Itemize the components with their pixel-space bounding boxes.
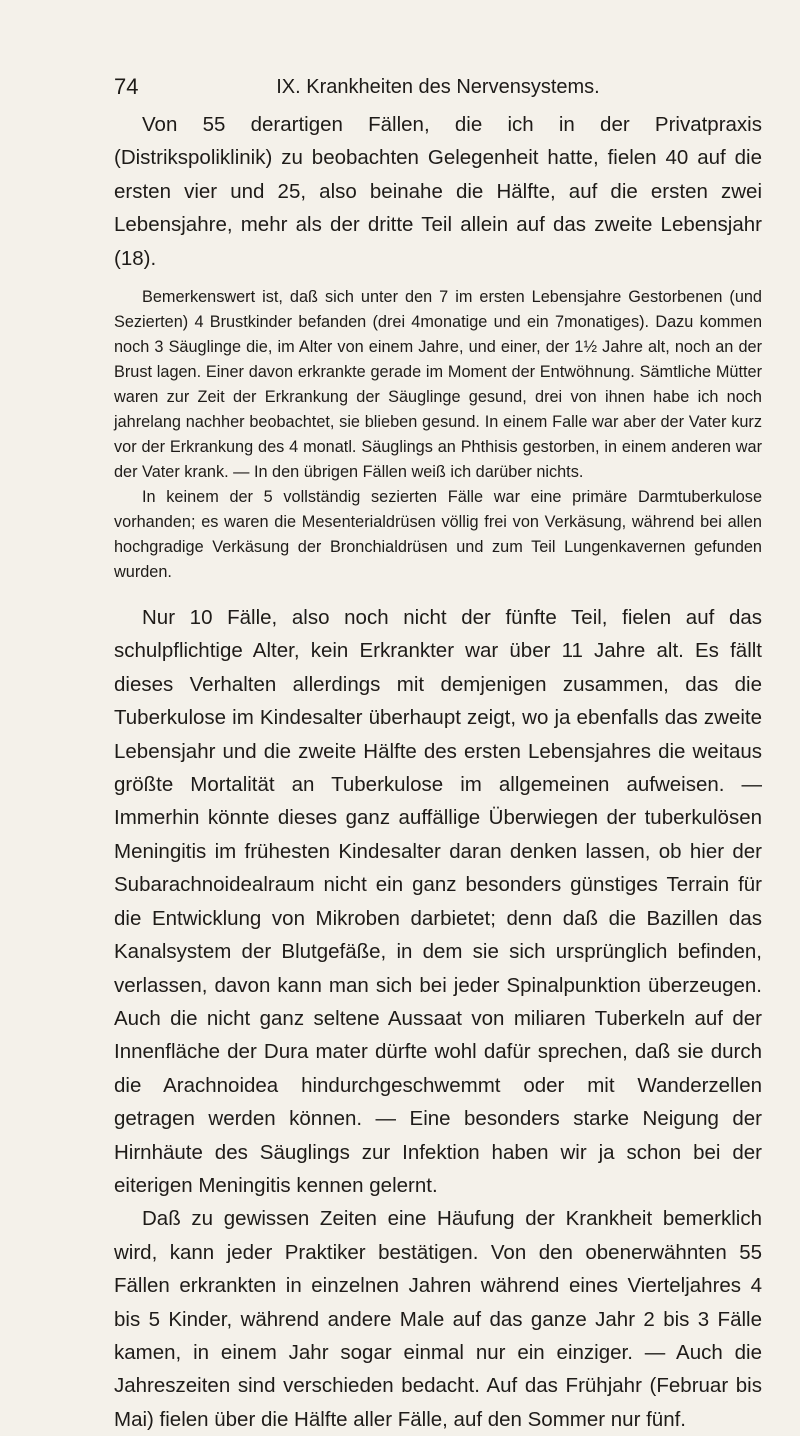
paragraph-age-distribution: Von 55 derartigen Fällen, die ich in der Privatpraxis (Distrikspoliklinik) zu beobachten Gelegenheit hatte, fielen 40 auf die ersten vier und 25, also beinahe die Hälfte, auf die ersten zwei Lebensjahre, mehr als der dritte Teil allein auf das zweite Lebensjahr (18). (114, 113, 762, 270)
paragraph-seasonal-frequency: Daß zu gewissen Zeiten eine Häufung der Krankheit bemerklich wird, kann jeder Praktiker bestätigen. Von den obenerwähnten 55 Fällen erkrankten in einzelnen Jahren während eines Vierteljahres 4 bis 5 Kinder, während andere Male auf das ganze Jahr 2 bis 3 Fälle kamen, in einem Jahr sogar einmal nur ein einziger. — Auch die Jahreszeiten sind verschieden bedacht. Auf das Frühjahr (Februar bis Mai) fielen über die Hälfte aller Fälle, auf den Sommer nur fünf. (114, 1207, 762, 1431)
page-number: 74 (114, 74, 139, 99)
page-header (114, 72, 762, 108)
paragraph-school-age-and-mortality: Nur 10 Fälle, also noch nicht der fünfte Teil, fielen auf das schulpflichtige Alter, kein Erkrankter war über 11 Jahre alt. Es fällt dieses Verhalten allerdings mit demjenigen zusammen, das die Tuberkulose im Kindesalter überhaupt zeigt, wo ja ebenfalls das zweite Lebensjahr und die zweite Hälfte des ersten Lebensjahres die weitaus größte Mortalität an Tuberkulose im allgemeinen aufweisen. — Immerhin könnte dieses ganz auffällige Überwiegen der tuberkulösen Meningitis im frühesten Kindesalter daran denken lassen, ob hier der Subarachnoidealraum nicht ein ganz besonders günstiges Terrain für die Entwicklung von Mikroben darbietet; denn daß die Bazillen das Kanalsystem der Blutgefäße, in dem sie sich ursprünglich befinden, verlassen, davon kann man sich bei jeder Spinalpunktion überzeugen. Auch die nicht ganz seltene Aussaat von miliaren Tuberkeln auf der Innenfläche der Dura mater dürfte wohl dafür sprechen, daß sie durch die Arachnoidea hindurchgeschwemmt oder mit Wanderzellen getragen werden können. — Eine besonders starke Neigung der Hirnhäute des Säuglings zur Infektion haben wir ja schon bei der eiterigen Meningitis kennen gelernt. (114, 606, 762, 1197)
small-paragraph-autopsy-findings: In keinem der 5 vollständig sezierten Fälle war eine primäre Darmtuberkulose vorhanden; es waren die Mesenterialdrüsen völlig frei von Verkäsung, während bei allen hochgradige Verkäsung der Bronchialdrüsen und zum Teil Lungenkavernen gefunden wurden. (114, 488, 762, 582)
book-page (114, 72, 762, 1436)
running-title: IX. Krankheiten des Nervensystems. (276, 76, 600, 98)
small-paragraph-infant-observations: Bemerkenswert ist, daß sich unter den 7 im ersten Lebensjahre Gestorbenen (und Sezierten) 4 Brustkinder befanden (drei 4monatige und ein 7monatiges). Dazu kommen noch 3 Säuglinge die, im Alter von einem Jahre, und einer, der 1½ Jahre alt, noch an der Brust lagen. Einer davon erkrankte gerade im Moment der Entwöhnung. Sämtliche Mütter waren zur Zeit der Erkrankung der Säuglinge gesund, drei von ihnen habe ich noch jahrelang nachher beobachtet, sie blieben gesund. In einem Falle war aber der Vater kurz vor der Erkrankung des 4 monatl. Säuglings an Phthisis gestorben, in einem anderen war der Vater krank. — In den übrigen Fällen weiß ich darüber nichts. (114, 288, 762, 482)
